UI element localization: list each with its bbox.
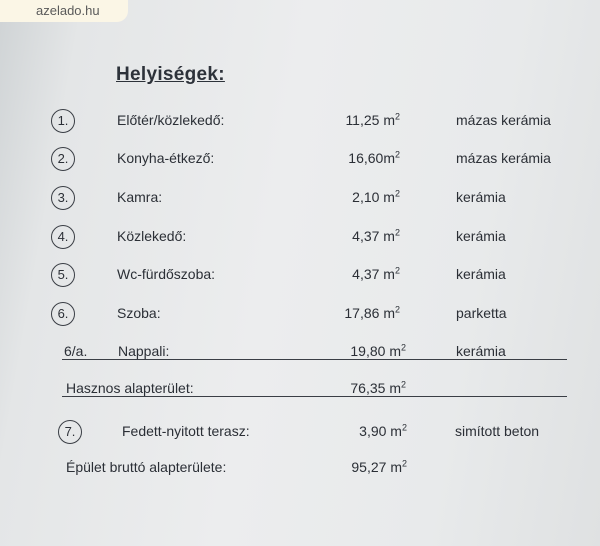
- room-label: Előtér/közlekedő:: [117, 112, 225, 128]
- room-row-6a: [0, 340, 600, 366]
- room-label: Konyha-étkező:: [117, 150, 215, 166]
- room-number-badge: 4.: [51, 225, 75, 249]
- room-area: 19,80 $m^2$: [350, 342, 406, 359]
- page-title: Helyiségek:: [116, 64, 225, 85]
- room-row: [0, 147, 600, 173]
- room-number-label: 6/a.: [64, 343, 88, 359]
- room-material: kerámia: [456, 343, 506, 359]
- room-number-badge: 6.: [51, 302, 75, 326]
- useful-area-row: [0, 377, 600, 403]
- gross-area-row: [0, 456, 600, 482]
- room-label: Wc-fürdőszoba:: [117, 266, 216, 282]
- room-material: kerámia: [456, 266, 506, 282]
- divider-line: [62, 359, 567, 360]
- watermark: azelado.hu: [0, 0, 128, 22]
- room-row: [0, 225, 600, 251]
- room-material: mázas kerámia: [456, 150, 551, 166]
- room-number-badge: 1.: [51, 109, 75, 133]
- room-number-badge: 7.: [58, 420, 82, 444]
- room-material: kerámia: [456, 189, 506, 205]
- room-area: 4,37 $m^2$: [352, 227, 400, 244]
- room-label: Szoba:: [117, 305, 161, 321]
- room-material: parketta: [456, 305, 507, 321]
- useful-area-value: 76,35 $m^2$: [350, 379, 406, 396]
- room-material: mázas kerámia: [456, 112, 551, 128]
- room-area: $16,60m^2$: [348, 149, 400, 166]
- room-row: [0, 302, 600, 328]
- room-row: [0, 109, 600, 135]
- room-label: Kamra:: [117, 189, 163, 205]
- terrace-row: [0, 420, 600, 446]
- terrace-material: simított beton: [455, 423, 540, 439]
- room-area: 4,37 $m^2$: [352, 265, 400, 282]
- terrace-label: Fedett-nyitott terasz:: [122, 423, 250, 439]
- room-row: [0, 186, 600, 212]
- terrace-area: 3,90 $m^2$: [359, 422, 407, 439]
- room-label: Nappali:: [118, 343, 170, 359]
- gross-area-label: Épület bruttó alapterülete:: [66, 459, 227, 475]
- room-number-badge: 5.: [51, 263, 75, 287]
- room-area: 17,86 $m^2$: [344, 304, 400, 321]
- room-material: kerámia: [456, 228, 506, 244]
- room-area: 2,10 $m^2$: [352, 188, 400, 205]
- useful-area-label: Hasznos alapterület:: [66, 380, 194, 396]
- gross-area-value: 95,27 $m^2$: [351, 458, 407, 475]
- room-area: 11,25 $m^2$: [345, 111, 400, 128]
- room-number-badge: 2.: [51, 147, 75, 171]
- room-row: [0, 263, 600, 289]
- divider-line: [62, 396, 567, 397]
- room-label: Közlekedő:: [117, 228, 187, 244]
- room-number-badge: 3.: [51, 186, 75, 210]
